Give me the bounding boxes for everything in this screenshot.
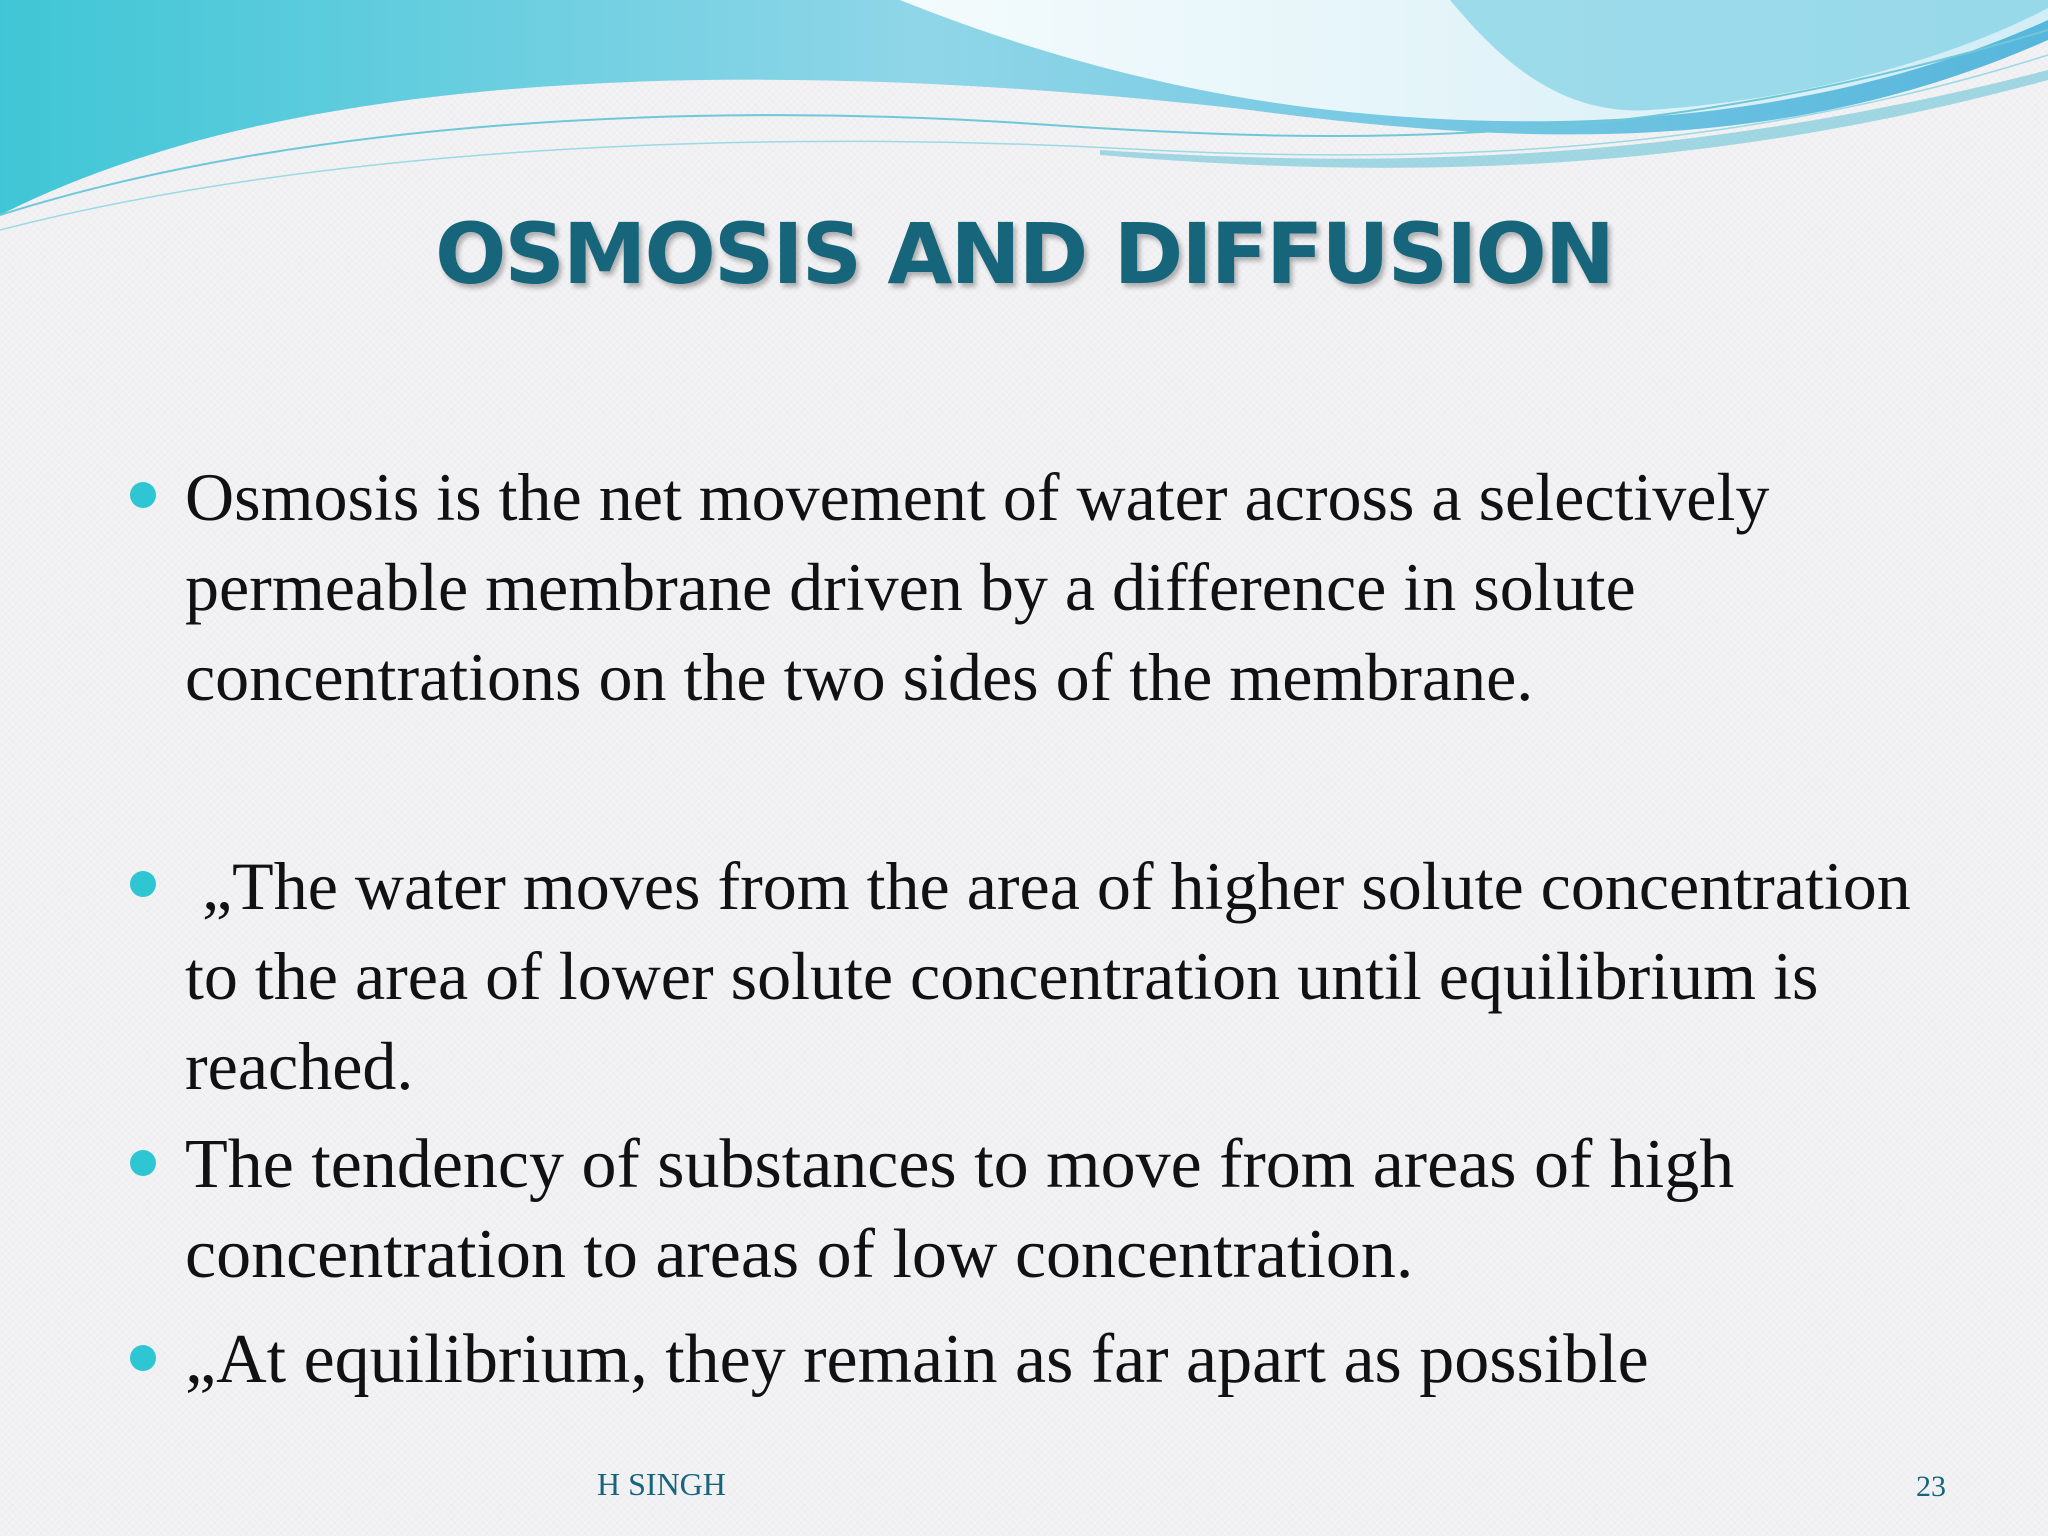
bullet-marker-icon (130, 1345, 156, 1371)
slide-title: OSMOSIS AND DIFFUSION (434, 205, 1614, 303)
bullet-marker-icon (130, 871, 156, 897)
bullet-item-equilibrium: „At equilibrium, they remain as far apart as possible (185, 1321, 1649, 1398)
bullet-item-water-movement: „The water moves from the area of higher solute concentration to the area of lower solute concentration until equilibrium is reached. (185, 848, 1928, 1104)
bullet-item-diffusion-definition: The tendency of substances to move from areas of high concentration to areas of low concentration. (185, 1126, 1735, 1293)
bullet-marker-icon (130, 1150, 156, 1176)
footer-author: H SINGH (597, 1466, 726, 1502)
bullet-item-osmosis-definition: Osmosis is the net movement of water across a selectively permeable membrane driven by a difference in solute concentrations on the two sides of the membrane. (185, 459, 1770, 715)
bullet-marker-icon (130, 482, 156, 508)
slide-page-number: 23 (1916, 1470, 1946, 1503)
